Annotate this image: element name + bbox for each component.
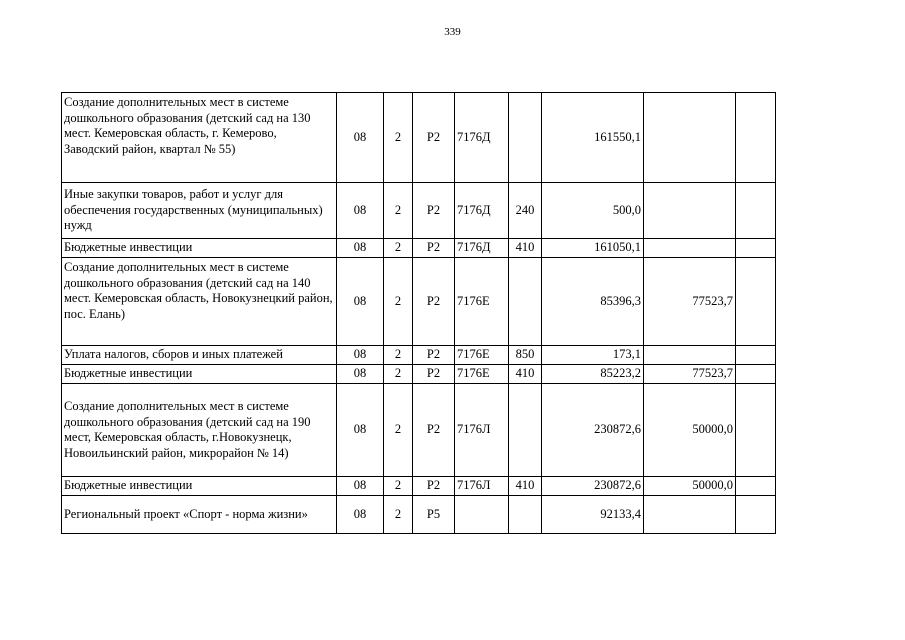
row-description: Бюджетные инвестиции	[62, 365, 337, 384]
subsection-cell: 2	[384, 93, 413, 183]
subsection-cell: 2	[384, 183, 413, 239]
amount-cell: 92133,4	[542, 496, 644, 534]
code-cell: 7176Е	[455, 346, 509, 365]
subsection-cell: 2	[384, 239, 413, 258]
code-cell: 7176Е	[455, 365, 509, 384]
type-cell	[509, 496, 542, 534]
amount-cell	[736, 384, 776, 477]
subsection-cell: 2	[384, 496, 413, 534]
project-cell: Р2	[413, 477, 455, 496]
amount-cell	[736, 346, 776, 365]
section-cell: 08	[337, 258, 384, 346]
section-cell: 08	[337, 346, 384, 365]
project-cell: Р2	[413, 239, 455, 258]
amount-cell: 161050,1	[542, 239, 644, 258]
amount-cell: 85396,3	[542, 258, 644, 346]
amount-cell	[736, 258, 776, 346]
section-cell: 08	[337, 239, 384, 258]
table-row	[62, 239, 776, 258]
section-cell: 08	[337, 384, 384, 477]
type-cell: 850	[509, 346, 542, 365]
subsection-cell: 2	[384, 258, 413, 346]
table-row	[62, 477, 776, 496]
subsection-cell: 2	[384, 365, 413, 384]
code-cell: 7176Д	[455, 93, 509, 183]
row-description: Иные закупки товаров, работ и услуг для обеспечения государственных (муниципальных) нужд	[62, 183, 337, 239]
amount-cell: 500,0	[542, 183, 644, 239]
project-cell: Р2	[413, 365, 455, 384]
project-cell: Р2	[413, 93, 455, 183]
amount-cell: 173,1	[542, 346, 644, 365]
section-cell: 08	[337, 93, 384, 183]
section-cell: 08	[337, 365, 384, 384]
type-cell: 410	[509, 239, 542, 258]
amount-cell	[644, 496, 736, 534]
row-description: Создание дополнительных мест в системе дошкольного образования (детский сад на 140 мест. Кемеровская область, Новокузнецкий район, пос. Елань)	[62, 258, 337, 346]
table-row	[62, 384, 776, 477]
amount-cell	[736, 239, 776, 258]
table-row	[62, 93, 776, 183]
table-row	[62, 183, 776, 239]
project-cell: Р2	[413, 346, 455, 365]
code-cell: 7176Е	[455, 258, 509, 346]
row-description: Региональный проект «Спорт - норма жизни»	[62, 496, 337, 534]
amount-cell: 77523,7	[644, 365, 736, 384]
project-cell: Р2	[413, 183, 455, 239]
code-cell: 7176Д	[455, 183, 509, 239]
project-cell: Р2	[413, 258, 455, 346]
code-cell: 7176Л	[455, 384, 509, 477]
table-row	[62, 365, 776, 384]
amount-cell	[736, 183, 776, 239]
amount-cell	[644, 239, 736, 258]
section-cell: 08	[337, 183, 384, 239]
type-cell: 410	[509, 365, 542, 384]
amount-cell: 85223,2	[542, 365, 644, 384]
subsection-cell: 2	[384, 346, 413, 365]
amount-cell: 161550,1	[542, 93, 644, 183]
row-description: Уплата налогов, сборов и иных платежей	[62, 346, 337, 365]
amount-cell	[736, 93, 776, 183]
project-cell: Р5	[413, 496, 455, 534]
code-cell: 7176Л	[455, 477, 509, 496]
amount-cell: 50000,0	[644, 477, 736, 496]
page-number: 339	[444, 26, 461, 38]
project-cell: Р2	[413, 384, 455, 477]
amount-cell	[736, 365, 776, 384]
table-row	[62, 496, 776, 534]
amount-cell: 230872,6	[542, 477, 644, 496]
table-row	[62, 258, 776, 346]
type-cell	[509, 384, 542, 477]
type-cell	[509, 93, 542, 183]
table-row	[62, 346, 776, 365]
type-cell	[509, 258, 542, 346]
amount-cell: 77523,7	[644, 258, 736, 346]
code-cell: 7176Д	[455, 239, 509, 258]
row-description: Создание дополнительных мест в системе дошкольного образования (детский сад на 130 мест. Кемеровская область, г. Кемерово, Заводский район, квартал № 55)	[62, 93, 337, 183]
amount-cell	[644, 183, 736, 239]
code-cell	[455, 496, 509, 534]
amount-cell	[644, 346, 736, 365]
section-cell: 08	[337, 477, 384, 496]
section-cell: 08	[337, 496, 384, 534]
subsection-cell: 2	[384, 384, 413, 477]
type-cell: 410	[509, 477, 542, 496]
row-description: Бюджетные инвестиции	[62, 477, 337, 496]
type-cell: 240	[509, 183, 542, 239]
amount-cell	[644, 93, 736, 183]
budget-table	[61, 92, 776, 534]
subsection-cell: 2	[384, 477, 413, 496]
amount-cell	[736, 477, 776, 496]
row-description: Создание дополнительных мест в системе дошкольного образования (детский сад на 190 мест, Кемеровская область, г.Новокузнецк, Новоильинский район, микрорайон № 14)	[62, 384, 337, 477]
amount-cell: 50000,0	[644, 384, 736, 477]
amount-cell	[736, 496, 776, 534]
amount-cell: 230872,6	[542, 384, 644, 477]
row-description: Бюджетные инвестиции	[62, 239, 337, 258]
